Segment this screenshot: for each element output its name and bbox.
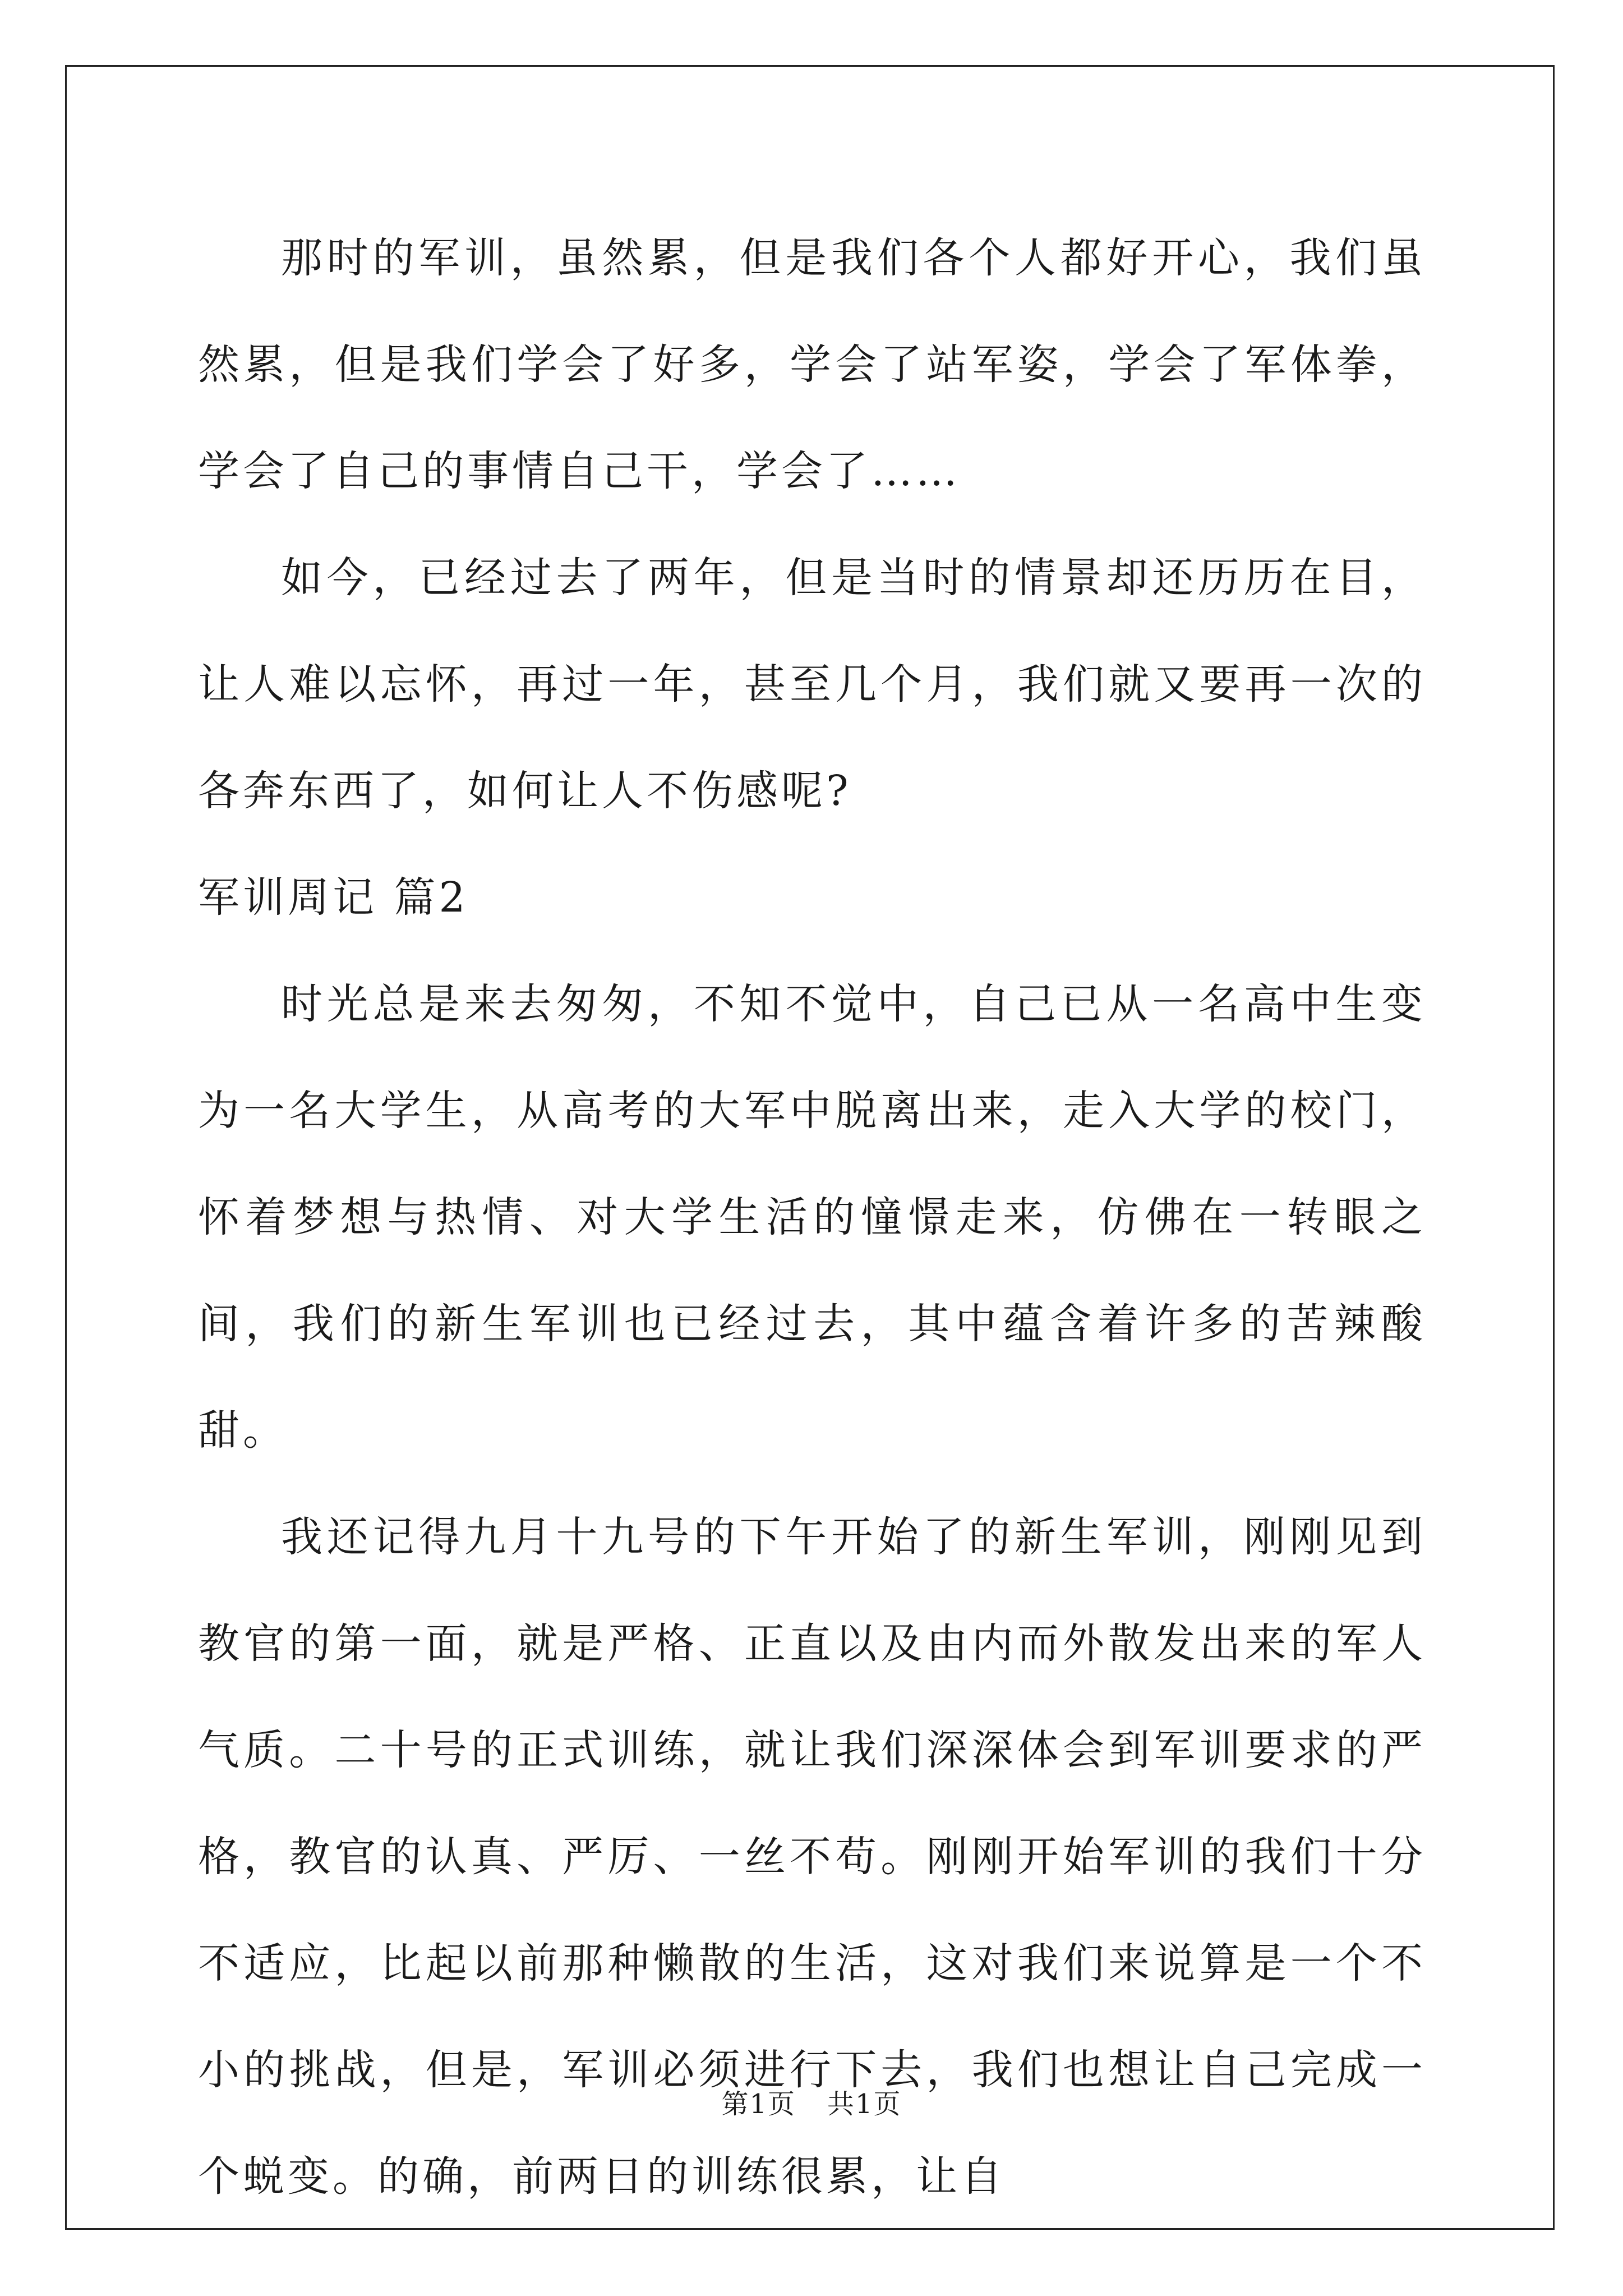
paragraph: 那时的军训，虽然累，但是我们各个人都好开心，我们虽然累，但是我们学会了好多，学会了站军姿，学会了军体拳，学会了自己的事情自己干，学会了……	[198, 234, 1426, 495]
paragraph: 时光总是来去匆匆，不知不觉中，自己已从一名高中生变为一名大学生，从高考的大军中脱离出来，走入大学的校门，怀着梦想与热情、对大学生活的憧憬走来，仿佛在一转眼之间，我们的新生军训也已经过去，其中蕴含着许多的苦辣酸甜。	[198, 980, 1426, 1455]
page-footer	[0, 2082, 1623, 2121]
paragraph: 如今，已经过去了两年，但是当时的情景却还历历在目，让人难以忘怀，再过一年，甚至几个月，我们就又要再一次的各奔东西了，如何让人不伤感呢?	[198, 554, 1426, 815]
paragraph: 我还记得九月十九号的下午开始了的新生军训，刚刚见到教官的第一面，就是严格、正直以及由内而外散发出来的军人气质。二十号的正式训练，就让我们深深体会到军训要求的严格，教官的认真、严厉、一丝不苟。刚刚开始军训的我们十分不适应，比起以前那种懒散的生活，这对我们来说算是一个不小的挑战，但是，军训必须进行下去，我们也想让自己完成一个蜕变。的确，前两日的训练很累，让自	[198, 1513, 1426, 2201]
document-body	[198, 205, 1426, 2230]
section-heading: 军训周记 篇2	[198, 873, 469, 922]
page-total: 共1页	[827, 2088, 902, 2120]
page-number: 第1页	[721, 2088, 796, 2120]
